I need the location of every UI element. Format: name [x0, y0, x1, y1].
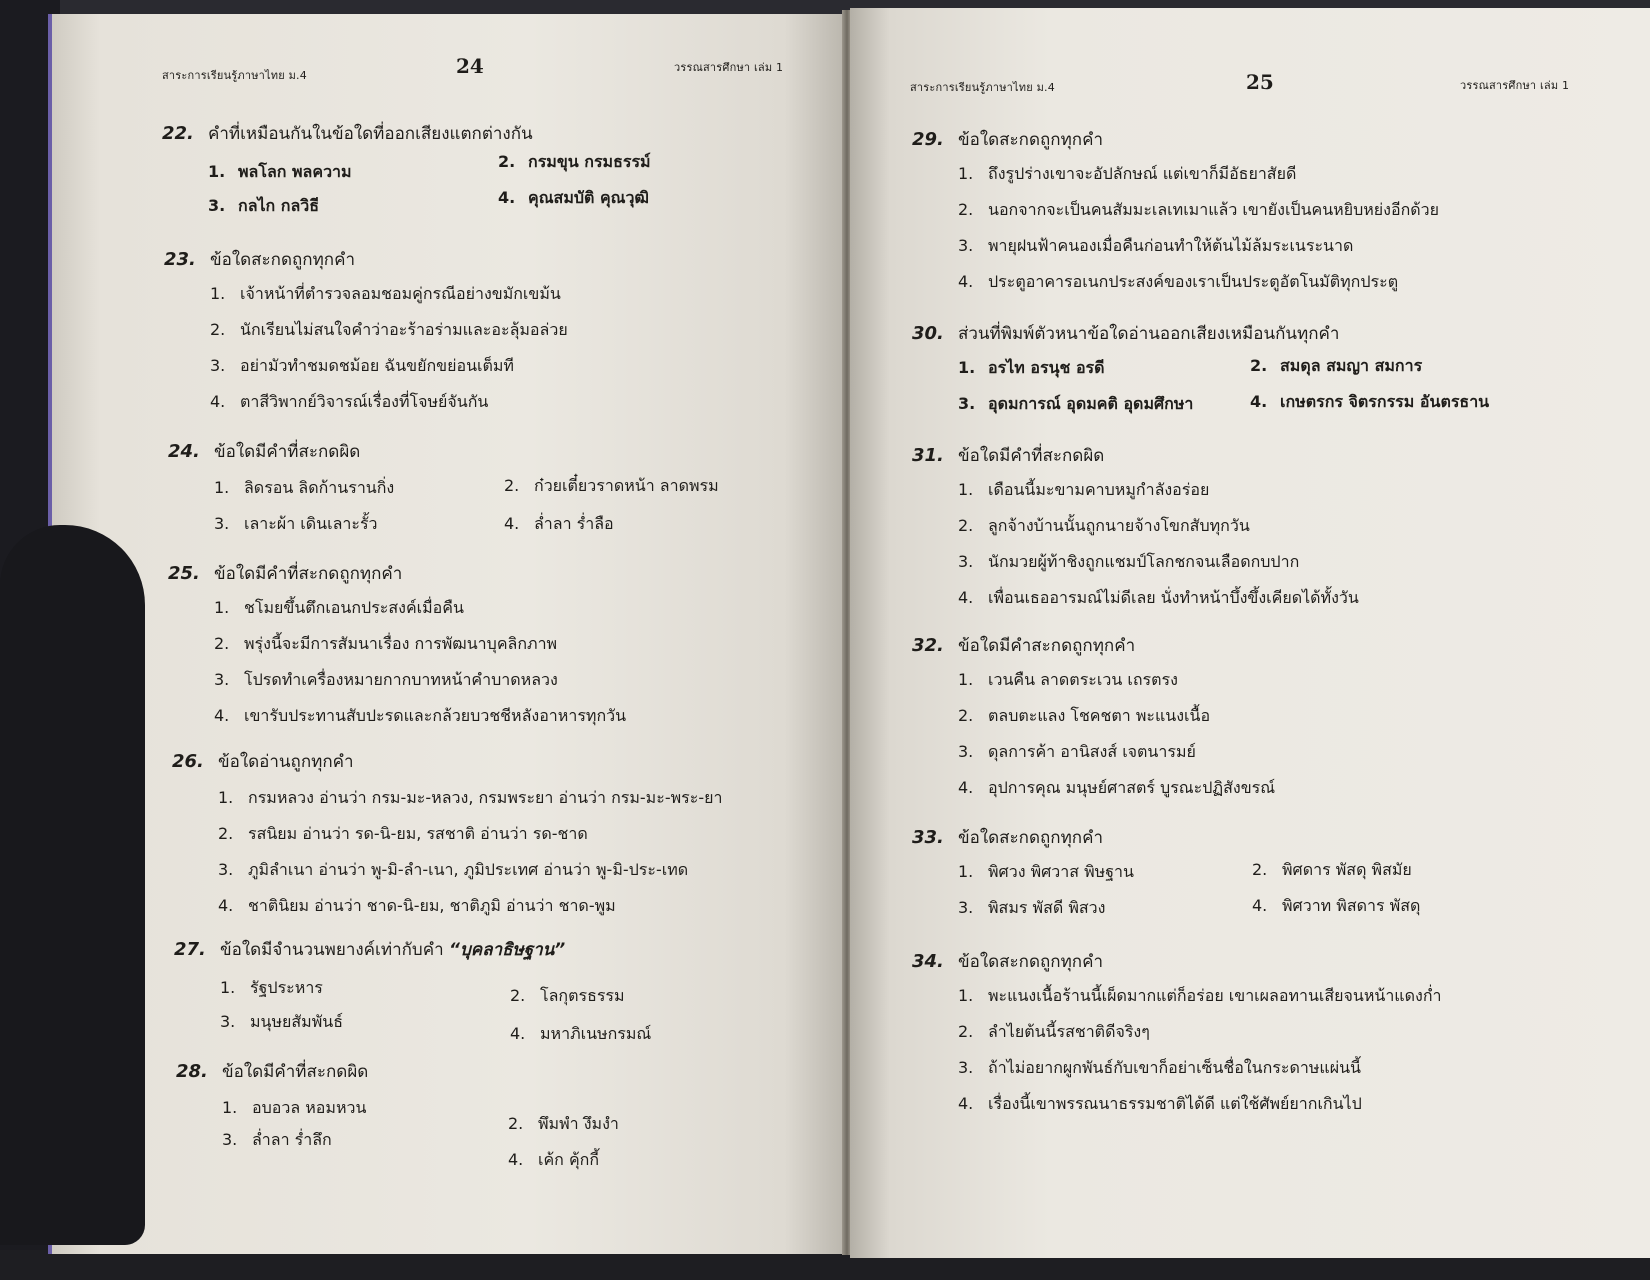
- option-1: 1. พลโลก พลความ: [208, 162, 352, 181]
- right-page: [850, 8, 1650, 1258]
- question-number: 29.: [912, 129, 944, 150]
- question-number: 27.: [174, 939, 206, 960]
- question-24: [168, 438, 719, 533]
- question-30: [912, 320, 1490, 413]
- option-2: 2. ลำไยต้นนี้รสชาติดีจริงๆ: [958, 1022, 1150, 1041]
- option-2: 2. ลูกจ้างบ้านนั้นถูกนายจ้างโขกสับทุกวัน: [958, 516, 1250, 535]
- option-3: 3. พิสมร พัสดี พิสวง: [958, 898, 1106, 917]
- option-4: 4. เพื่อนเธออารมณ์ไม่ดีเลย นั่งทำหน้าบึ้งขึ้งเคียดได้ทั้งวัน: [958, 588, 1359, 607]
- option-1: 1. ลิดรอน ลิดก้านรานกิ่ง: [214, 478, 395, 497]
- question-number: 23.: [164, 249, 196, 270]
- question-number: 30.: [912, 323, 944, 344]
- option-3: 3. กลไก กลวิธี: [208, 196, 320, 215]
- question-text: ข้อใดมีคำที่สะกดถูกทุกคำ: [214, 564, 403, 584]
- question-text: คำที่เหมือนกันในข้อใดที่ออกเสียงแตกต่างกัน: [208, 124, 533, 144]
- question-25: [168, 560, 627, 725]
- question-26: [172, 748, 723, 915]
- question-32: [912, 632, 1276, 797]
- option-3: 3. โปรดทำเครื่องหมายกากบาทหน้าคำบาดหลวง: [214, 670, 558, 689]
- question-text: ข้อใดมีคำที่สะกดผิด: [214, 442, 361, 462]
- option-2: 2. โลกุตรธรรม: [510, 986, 625, 1005]
- option-1: 1. อรไท อรนุช อรดี: [958, 358, 1105, 377]
- option-2: 2. ก๋วยเตี๋ยวราดหน้า ลาดพรม: [504, 476, 719, 495]
- option-1: 1. ถึงรูปร่างเขาจะอัปลักษณ์ แต่เขาก็มีอัธยาสัยดี: [958, 164, 1297, 183]
- option-1: 1. เดือนนี้มะขามคาบหมูกำลังอร่อย: [958, 480, 1210, 499]
- option-1: 1. ชโมยขึ้นตึกเอนกประสงค์เมื่อคืน: [214, 598, 464, 617]
- option-3: 3. ภูมิลำเนา อ่านว่า พู-มิ-ลำ-เนา, ภูมิประเทศ อ่านว่า พู-มิ-ประ-เทด: [218, 860, 689, 879]
- option-4: 4. เค้ก คุ้กกี้: [508, 1150, 600, 1169]
- option-2: 2. รสนิยม อ่านว่า รด-นิ-ยม, รสชาติ อ่านว่า รด-ชาด: [218, 824, 588, 843]
- option-2: 2. นักเรียนไม่สนใจคำว่าอะร้าอร่ามและอะลุ้มอล่วย: [210, 320, 568, 339]
- option-3: 3. มนุษยสัมพันธ์: [220, 1012, 343, 1031]
- question-27: [174, 936, 652, 1043]
- option-4: 4. เรื่องนี้เขาพรรณนาธรรมชาติได้ดี แต่ใช้ศัพย์ยากเกินไป: [958, 1094, 1362, 1113]
- left-page: [48, 14, 848, 1254]
- question-28: [176, 1058, 619, 1169]
- option-2: 2. พึมพำ งึมงำ: [508, 1114, 619, 1133]
- option-2: 2. นอกจากจะเป็นคนสัมมะเลเทเมาแล้ว เขายังเป็นคนหยิบหย่งอีกด้วย: [958, 200, 1440, 219]
- option-4: 4. ล่ำลา ร่ำลือ: [504, 514, 614, 533]
- question-text: ข้อใดมีคำสะกดถูกทุกคำ: [958, 636, 1136, 656]
- option-3: 3. อย่ามัวทำชมดชม้อย ฉันขยักขย่อนเต็มที: [210, 356, 514, 375]
- question-number: 34.: [912, 951, 944, 972]
- question-text: ข้อใดสะกดถูกทุกคำ: [958, 952, 1104, 972]
- question-29: [912, 126, 1440, 291]
- question-22: [162, 120, 651, 215]
- option-3: 3. ล่ำลา ร่ำลึก: [222, 1130, 332, 1149]
- question-text: ข้อใดมีคำที่สะกดผิด: [222, 1062, 369, 1082]
- option-3: 3. เลาะผ้า เดินเลาะรั้ว: [214, 514, 378, 533]
- right-running-header-left: สาระการเรียนรู้ภาษาไทย ม.4: [910, 81, 1055, 94]
- question-text: ข้อใดสะกดถูกทุกคำ: [958, 130, 1104, 150]
- option-1: 1. เจ้าหน้าที่ตำรวจลอมชอมคู่กรณีอย่างขมักเขม้น: [210, 284, 561, 303]
- option-4: 4. มหาภิเนษกรมณ์: [510, 1024, 652, 1043]
- dark-shadow-overlay: [0, 525, 145, 1245]
- question-number: 26.: [172, 751, 204, 772]
- right-running-header-right: วรรณสารศึกษา เล่ม 1: [1460, 79, 1570, 92]
- option-1: 1. อบอวล หอมหวน: [222, 1098, 367, 1117]
- question-text: ข้อใดสะกดถูกทุกคำ: [210, 250, 356, 270]
- option-1: 1. พะแนงเนื้อร้านนี้เผ็ดมากแต่ก็อร่อย เขาเผลอทานเสียจนหน้าแดงก่ำ: [958, 986, 1442, 1005]
- left-running-header-right: วรรณสารศึกษา เล่ม 1: [674, 61, 784, 74]
- question-number: 24.: [168, 441, 200, 462]
- option-3: 3. ดุลการค้า อานิสงส์ เจตนารมย์: [958, 742, 1196, 761]
- question-number: 25.: [168, 563, 200, 584]
- question-34: [912, 948, 1442, 1113]
- option-4: 4. อุปการคุณ มนุษย์ศาสตร์ บูรณะปฏิสังขรณ์: [958, 778, 1276, 797]
- question-31: [912, 442, 1359, 607]
- option-2: 2. กรมขุน กรมธรรม์: [498, 152, 651, 171]
- option-2: 2. พิศดาร พัสดุ พิสมัย: [1252, 860, 1412, 879]
- option-4: 4. ตาสีวิพากย์วิจารณ์เรื่องที่โจษย์จันกัน: [210, 392, 489, 411]
- option-4: 4. เกษตรกร จิตรกรรม อันตรธาน: [1250, 392, 1490, 411]
- option-3: 3. ถ้าไม่อยากผูกพันธ์กับเขาก็อย่าเซ็นชื่อในกระดาษแผ่นนี้: [958, 1058, 1361, 1077]
- question-number: 22.: [162, 123, 194, 144]
- option-3: 3. อุดมการณ์ อุดมคติ อุดมศึกษา: [958, 394, 1194, 413]
- option-4: 4. คุณสมบัติ คุณวุฒิ: [498, 188, 649, 207]
- option-4: 4. พิศวาท พิสดาร พัสดุ: [1252, 896, 1421, 915]
- left-running-header-left: สาระการเรียนรู้ภาษาไทย ม.4: [162, 69, 307, 82]
- option-4: 4. เขารับประทานสับปะรดและกล้วยบวชชีหลังอาหารทุกวัน: [214, 706, 627, 725]
- option-1: 1. พิศวง พิศวาส พิษฐาน: [958, 862, 1134, 881]
- question-number: 31.: [912, 445, 944, 466]
- option-4: 4. ประตูอาคารอเนกประสงค์ของเราเป็นประตูอัตโนมัติทุกประตู: [958, 272, 1399, 291]
- option-1: 1. เวนคืน ลาดตระเวน เถรตรง: [958, 670, 1178, 689]
- question-23: [164, 246, 568, 411]
- question-33: [912, 824, 1421, 917]
- question-number: 32.: [912, 635, 944, 656]
- option-2: 2. พรุ่งนี้จะมีการสัมนาเรื่อง การพัฒนาบุคลิกภาพ: [214, 634, 558, 653]
- option-3: 3. นักมวยผู้ท้าชิงถูกแชมป์โลกชกจนเลือดกบปาก: [958, 552, 1300, 571]
- question-text: ข้อใดสะกดถูกทุกคำ: [958, 828, 1104, 848]
- option-2: 2. ตลบตะแลง โชคชตา พะแนงเนื้อ: [958, 706, 1211, 725]
- option-3: 3. พายุฝนฟ้าคนองเมื่อคืนก่อนทำให้ต้นไม้ล้มระเนระนาด: [958, 236, 1354, 255]
- left-page-number: 24: [456, 54, 484, 78]
- question-quote: “บุคลาธิษฐาน”: [449, 940, 566, 960]
- question-text: ข้อใดมีคำที่สะกดผิด: [958, 446, 1105, 466]
- question-number: 28.: [176, 1061, 208, 1082]
- question-text: ข้อใดอ่านถูกทุกคำ: [218, 752, 354, 772]
- option-1: 1. กรมหลวง อ่านว่า กรม-มะ-หลวง, กรมพระยา อ่านว่า กรม-มะ-พระ-ยา: [218, 788, 723, 807]
- question-text: ส่วนที่พิมพ์ตัวหนาข้อใดอ่านออกเสียงเหมือนกันทุกคำ: [958, 324, 1340, 344]
- option-4: 4. ชาตินิยม อ่านว่า ชาด-นิ-ยม, ชาติภูมิ อ่านว่า ชาด-พูม: [218, 896, 616, 915]
- question-number: 33.: [912, 827, 944, 848]
- question-text: ข้อใดมีจำนวนพยางค์เท่ากับคำ: [220, 940, 444, 960]
- right-page-number: 25: [1246, 70, 1274, 94]
- option-1: 1. รัฐประหาร: [220, 978, 323, 997]
- option-2: 2. สมดุล สมญา สมการ: [1250, 356, 1423, 375]
